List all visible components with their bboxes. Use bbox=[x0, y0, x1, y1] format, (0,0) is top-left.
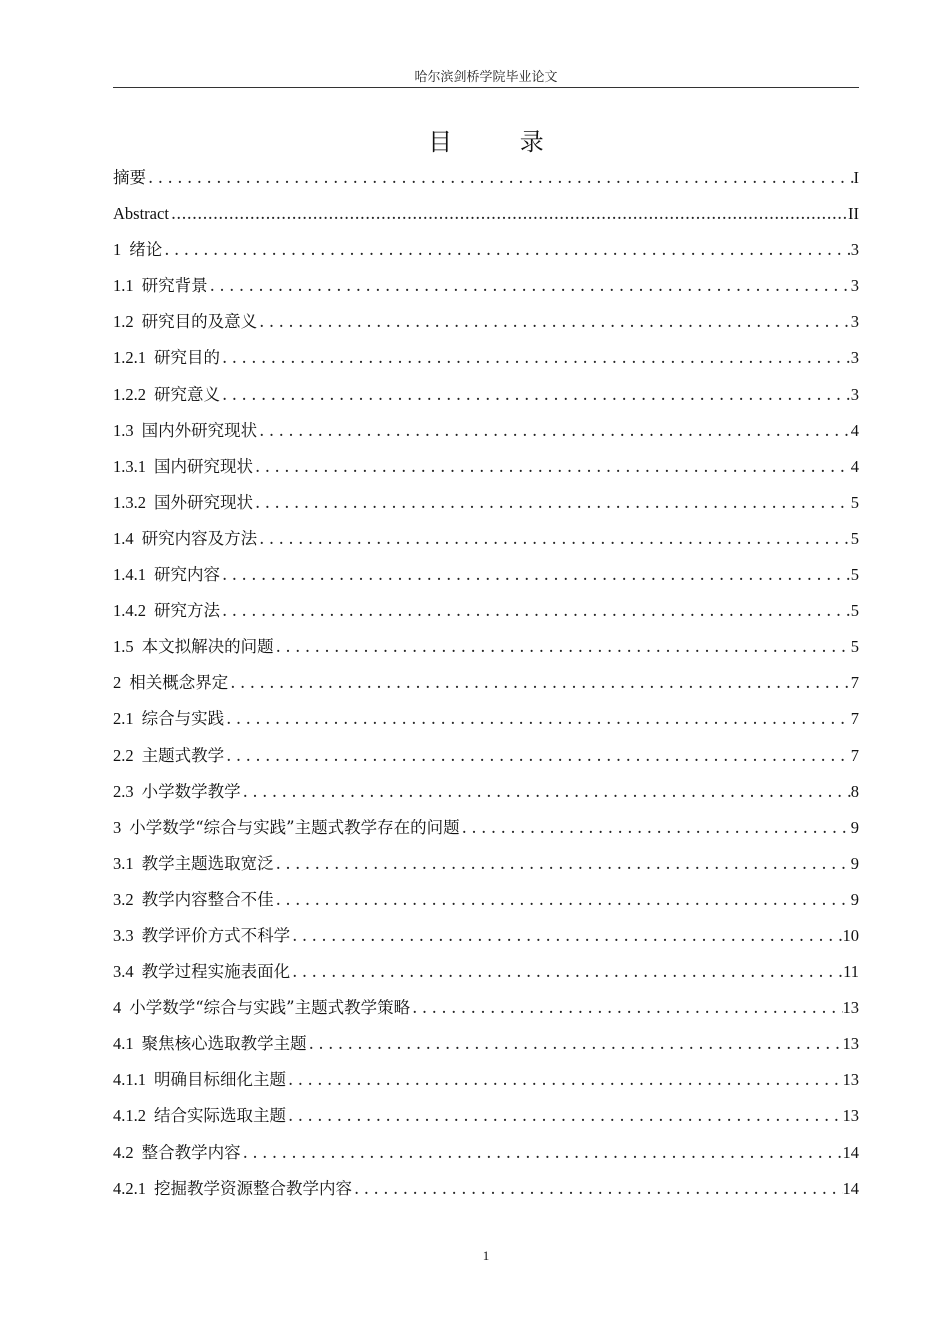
toc-entry-title: 聚焦核心选取教学主题 bbox=[141, 1034, 307, 1054]
toc-entry-title: 本文拟解决的问题 bbox=[141, 637, 274, 657]
toc-title: 目 录 bbox=[428, 128, 574, 156]
toc-entry-number: 1.2 bbox=[113, 312, 134, 332]
toc-entry-number: 1.3 bbox=[113, 420, 134, 440]
toc-entry[interactable] bbox=[113, 160, 859, 196]
toc-entry-title: 教学过程实施表面化 bbox=[141, 962, 291, 982]
toc-entry-page: 5 bbox=[850, 528, 859, 548]
toc-entry[interactable] bbox=[113, 629, 859, 665]
toc-entry-page: 9 bbox=[850, 817, 859, 837]
toc-dot-leader bbox=[222, 557, 851, 593]
toc-dot-leader bbox=[276, 882, 851, 918]
toc-dot-leader bbox=[222, 377, 851, 413]
toc-entry-label bbox=[113, 701, 226, 737]
toc-entry-page: 5 bbox=[850, 637, 859, 657]
toc-entry-page: 7 bbox=[850, 709, 859, 729]
toc-dot-leader bbox=[292, 918, 842, 954]
toc-dot-leader bbox=[243, 1135, 843, 1171]
toc-entry-label bbox=[113, 485, 255, 521]
toc-entry[interactable] bbox=[113, 701, 859, 737]
toc-entry-number: 2 bbox=[113, 673, 122, 693]
toc-entry[interactable] bbox=[113, 521, 859, 557]
toc-entry-number: 4 bbox=[113, 998, 122, 1018]
toc-entry-label bbox=[113, 846, 276, 882]
toc-entry-title: 相关概念界定 bbox=[129, 673, 229, 693]
toc-entry-title: 教学主题选取宽泛 bbox=[141, 853, 274, 873]
toc-entry-number: 1.4.2 bbox=[113, 601, 146, 621]
toc-entry-page: 3 bbox=[850, 240, 859, 260]
toc-entry-label bbox=[113, 593, 222, 629]
toc-dot-leader bbox=[259, 413, 851, 449]
toc-entry-title: 教学内容整合不佳 bbox=[141, 889, 274, 909]
toc-entry-title: 国内研究现状 bbox=[154, 456, 253, 476]
toc-entry[interactable] bbox=[113, 918, 859, 954]
toc-dot-leader bbox=[255, 485, 851, 521]
toc-dot-leader bbox=[210, 268, 851, 304]
toc-entry-label bbox=[113, 810, 462, 846]
toc-entry-label bbox=[113, 1026, 309, 1062]
toc-entry[interactable] bbox=[113, 196, 859, 232]
toc-entry-number: 1.1 bbox=[113, 276, 134, 296]
toc-entry-label bbox=[113, 557, 222, 593]
toc-entry[interactable] bbox=[113, 340, 859, 376]
toc-entry-number: 3 bbox=[113, 817, 122, 837]
toc-entry-page: 3 bbox=[850, 384, 859, 404]
toc-entry[interactable] bbox=[113, 1135, 859, 1171]
toc-entry-title: Abstract bbox=[113, 204, 169, 224]
toc-entry[interactable] bbox=[113, 485, 859, 521]
toc-entry-number: 3.1 bbox=[113, 853, 134, 873]
toc-entry[interactable] bbox=[113, 882, 859, 918]
toc-entry-page: 14 bbox=[842, 1142, 859, 1162]
toc-dot-leader bbox=[222, 593, 851, 629]
header-divider bbox=[113, 87, 859, 88]
toc-entry-number: 4.2 bbox=[113, 1142, 134, 1162]
toc-entry-page: 10 bbox=[842, 925, 859, 945]
toc-entry-page: 5 bbox=[850, 565, 859, 585]
toc-entry[interactable] bbox=[113, 1171, 859, 1207]
toc-entry-title: 小学数学“综合与实践”主题式教学策略 bbox=[129, 998, 411, 1018]
toc-entry-label bbox=[113, 413, 259, 449]
toc-entry[interactable] bbox=[113, 268, 859, 304]
toc-entry-label bbox=[113, 196, 171, 232]
toc-entry-label bbox=[113, 304, 259, 340]
toc-entry-page: 3 bbox=[850, 276, 859, 296]
toc-entry-number: 3.2 bbox=[113, 889, 134, 909]
toc-entry-number: 4.1.2 bbox=[113, 1106, 146, 1126]
toc-entry-number: 1 bbox=[113, 240, 122, 260]
toc-entry-page: 13 bbox=[842, 1106, 859, 1126]
toc-entry-title: 小学数学教学 bbox=[141, 781, 241, 801]
toc-entry-label bbox=[113, 1098, 288, 1134]
toc-entry-number: 2.2 bbox=[113, 745, 134, 765]
toc-dot-leader bbox=[276, 846, 851, 882]
toc-dot-leader bbox=[226, 738, 851, 774]
toc-entry-title: 整合教学内容 bbox=[141, 1142, 241, 1162]
toc-entry-number: 3.4 bbox=[113, 962, 134, 982]
toc-entry-label bbox=[113, 377, 222, 413]
toc-entry-label bbox=[113, 918, 292, 954]
toc-entry-title: 国内外研究现状 bbox=[141, 420, 258, 440]
toc-entry-number: 1.2.1 bbox=[113, 348, 146, 368]
toc-dot-leader bbox=[164, 232, 851, 268]
table-of-contents bbox=[113, 160, 859, 1207]
toc-entry-title: 研究意义 bbox=[154, 384, 220, 404]
toc-entry-page: 4 bbox=[850, 420, 859, 440]
toc-dot-leader bbox=[276, 629, 851, 665]
toc-entry-title: 主题式教学 bbox=[141, 745, 225, 765]
toc-entry[interactable] bbox=[113, 377, 859, 413]
toc-entry-page: 14 bbox=[842, 1178, 859, 1198]
toc-dot-leader bbox=[292, 954, 843, 990]
toc-dot-leader bbox=[222, 340, 851, 376]
toc-entry-title: 研究背景 bbox=[141, 276, 208, 296]
toc-entry-title: 教学评价方式不科学 bbox=[141, 925, 291, 945]
toc-entry[interactable] bbox=[113, 1098, 859, 1134]
toc-entry[interactable] bbox=[113, 413, 859, 449]
toc-entry-label bbox=[113, 882, 276, 918]
toc-entry-label bbox=[113, 268, 210, 304]
toc-entry[interactable] bbox=[113, 738, 859, 774]
toc-entry-page: 5 bbox=[850, 601, 859, 621]
toc-entry-title: 绪论 bbox=[129, 240, 163, 260]
toc-entry-number: 4.1.1 bbox=[113, 1070, 146, 1090]
toc-dot-leader bbox=[288, 1098, 843, 1134]
toc-entry-title: 研究内容 bbox=[154, 565, 220, 585]
toc-dot-leader bbox=[259, 304, 851, 340]
toc-entry-number: 2.1 bbox=[113, 709, 134, 729]
toc-entry-number: 4.2.1 bbox=[113, 1178, 146, 1198]
toc-dot-leader bbox=[412, 990, 842, 1026]
toc-entry-label bbox=[113, 1135, 243, 1171]
toc-entry-label bbox=[113, 1171, 354, 1207]
toc-dot-leader bbox=[243, 774, 851, 810]
toc-entry-label bbox=[113, 160, 148, 196]
toc-entry-label bbox=[113, 629, 276, 665]
toc-entry-title: 摘要 bbox=[113, 168, 146, 187]
toc-entry-number: 4.1 bbox=[113, 1034, 134, 1054]
toc-entry-page: 9 bbox=[850, 853, 859, 873]
toc-entry-label bbox=[113, 449, 255, 485]
toc-dot-leader bbox=[255, 449, 851, 485]
toc-dot-leader bbox=[230, 665, 851, 701]
toc-entry-title: 国外研究现状 bbox=[154, 492, 253, 512]
toc-entry-page: 7 bbox=[850, 673, 859, 693]
toc-entry-page: 13 bbox=[842, 1034, 859, 1054]
toc-entry-number: 1.5 bbox=[113, 637, 134, 657]
toc-entry-page: 8 bbox=[850, 781, 859, 801]
toc-entry[interactable] bbox=[113, 810, 859, 846]
toc-entry-page: 11 bbox=[843, 962, 859, 982]
toc-entry-title: 研究目的 bbox=[154, 348, 220, 368]
toc-entry-page: 5 bbox=[850, 492, 859, 512]
toc-entry-page: 3 bbox=[850, 348, 859, 368]
toc-dot-leader bbox=[288, 1062, 843, 1098]
toc-entry[interactable] bbox=[113, 846, 859, 882]
toc-entry-page: 9 bbox=[850, 889, 859, 909]
toc-entry-label bbox=[113, 774, 243, 810]
toc-dot-leader bbox=[226, 701, 851, 737]
toc-entry-page: 3 bbox=[850, 312, 859, 332]
toc-dot-leader bbox=[259, 521, 851, 557]
toc-entry[interactable] bbox=[113, 665, 859, 701]
toc-entry-page: 7 bbox=[850, 745, 859, 765]
toc-entry[interactable] bbox=[113, 1026, 859, 1062]
toc-entry-title: 明确目标细化主题 bbox=[154, 1070, 286, 1090]
toc-entry[interactable] bbox=[113, 232, 859, 268]
toc-entry-number: 3.3 bbox=[113, 925, 134, 945]
toc-entry-number: 1.2.2 bbox=[113, 384, 146, 404]
toc-entry[interactable] bbox=[113, 593, 859, 629]
toc-entry-page: 4 bbox=[850, 456, 859, 476]
toc-entry[interactable] bbox=[113, 304, 859, 340]
toc-entry-number: 2.3 bbox=[113, 781, 134, 801]
toc-entry-title: 挖掘教学资源整合教学内容 bbox=[154, 1178, 352, 1198]
toc-entry-number: 1.4.1 bbox=[113, 565, 146, 585]
toc-entry[interactable] bbox=[113, 557, 859, 593]
toc-entry-title: 研究目的及意义 bbox=[141, 312, 258, 332]
toc-entry-page: 13 bbox=[842, 998, 859, 1018]
toc-entry-label bbox=[113, 521, 259, 557]
toc-entry[interactable] bbox=[113, 990, 859, 1026]
toc-entry-page: II bbox=[848, 204, 859, 224]
toc-dot-leader bbox=[309, 1026, 843, 1062]
page-header: 哈尔滨剑桥学院毕业论文 bbox=[414, 70, 558, 85]
toc-entry-title: 研究方法 bbox=[154, 601, 220, 621]
toc-entry-number: 1.3.1 bbox=[113, 456, 146, 476]
toc-entry[interactable] bbox=[113, 774, 859, 810]
page-number: 1 bbox=[482, 1248, 490, 1263]
toc-entry-label bbox=[113, 738, 226, 774]
toc-dot-leader bbox=[462, 810, 851, 846]
toc-entry-title: 综合与实践 bbox=[141, 709, 225, 729]
toc-entry-title: 小学数学“综合与实践”主题式教学存在的问题 bbox=[129, 817, 460, 837]
toc-dot-leader bbox=[171, 196, 848, 232]
toc-entry-page: I bbox=[853, 168, 859, 187]
toc-entry-title: 结合实际选取主题 bbox=[154, 1106, 286, 1126]
toc-entry-page: 13 bbox=[842, 1070, 859, 1090]
toc-entry-number: 1.4 bbox=[113, 528, 134, 548]
toc-entry[interactable] bbox=[113, 449, 859, 485]
toc-entry[interactable] bbox=[113, 954, 859, 990]
toc-entry-label bbox=[113, 232, 164, 268]
toc-entry-label bbox=[113, 665, 230, 701]
toc-entry[interactable] bbox=[113, 1062, 859, 1098]
toc-dot-leader bbox=[354, 1171, 843, 1207]
toc-entry-label bbox=[113, 990, 412, 1026]
toc-entry-label bbox=[113, 954, 292, 990]
toc-entry-number: 1.3.2 bbox=[113, 492, 146, 512]
toc-entry-label bbox=[113, 340, 222, 376]
toc-entry-label bbox=[113, 1062, 288, 1098]
toc-dot-leader bbox=[148, 160, 854, 196]
toc-entry-title: 研究内容及方法 bbox=[141, 528, 258, 548]
